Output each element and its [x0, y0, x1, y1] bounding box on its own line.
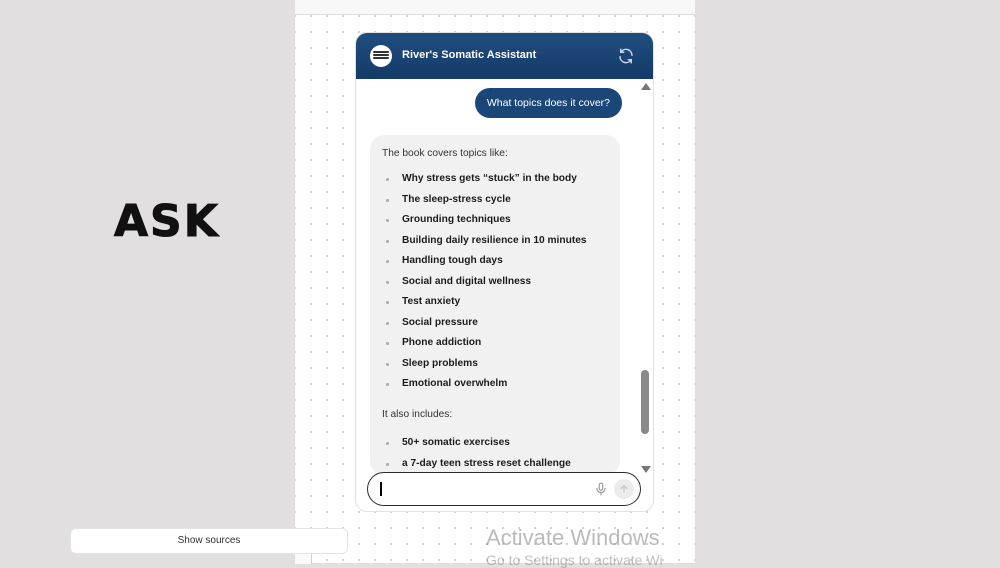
chat-header	[356, 33, 653, 79]
message-input-bar[interactable]	[367, 472, 641, 506]
scrollbar-thumb[interactable]	[641, 370, 649, 434]
list-item: a 7-day teen stress reset challenge	[370, 457, 571, 476]
scroll-down-arrow-icon[interactable]	[641, 466, 651, 473]
activate-windows-subtext: Go to Settings to activate Wi	[486, 552, 663, 568]
chat-widget	[355, 32, 654, 512]
list-item: Social and digital wellness	[370, 275, 587, 296]
assistant-logo	[370, 45, 392, 67]
activate-windows-watermark: Activate Windows	[486, 525, 660, 550]
user-message: What topics does it cover?	[475, 88, 622, 118]
refresh-icon[interactable]	[617, 47, 635, 65]
microphone-icon[interactable]	[594, 481, 608, 497]
list-item: 50+ somatic exercises	[370, 436, 571, 457]
send-button[interactable]	[614, 479, 634, 499]
show-sources-button[interactable]: Show sources	[70, 528, 348, 554]
also-includes-text: It also includes:	[382, 409, 453, 420]
message-input[interactable]	[382, 479, 586, 501]
list-item: Why stress gets “stuck” in the body	[370, 172, 587, 193]
bot-intro-text: The book covers topics like:	[382, 148, 508, 159]
list-item: Building daily resilience in 10 minutes	[370, 234, 587, 255]
list-item: Sleep problems	[370, 357, 587, 378]
list-item: Social pressure	[370, 316, 587, 337]
chat-scrollbar[interactable]	[640, 83, 650, 473]
extras-list	[370, 436, 571, 475]
list-item: Handling tough days	[370, 254, 587, 275]
chat-title: River's Somatic Assistant	[402, 49, 537, 61]
list-item: Emotional overwhelm	[370, 377, 587, 398]
scroll-up-arrow-icon[interactable]	[641, 83, 651, 90]
list-item: Phone addiction	[370, 336, 587, 357]
assistant-message	[370, 135, 620, 475]
ask-caption: ASK	[114, 196, 220, 247]
list-item: The sleep-stress cycle	[370, 193, 587, 214]
web-page	[295, 0, 695, 563]
list-item: Test anxiety	[370, 295, 587, 316]
list-item: Grounding techniques	[370, 213, 587, 234]
topic-list	[370, 172, 587, 398]
send-arrow-icon	[619, 484, 629, 494]
page-top-bar	[295, 0, 695, 15]
